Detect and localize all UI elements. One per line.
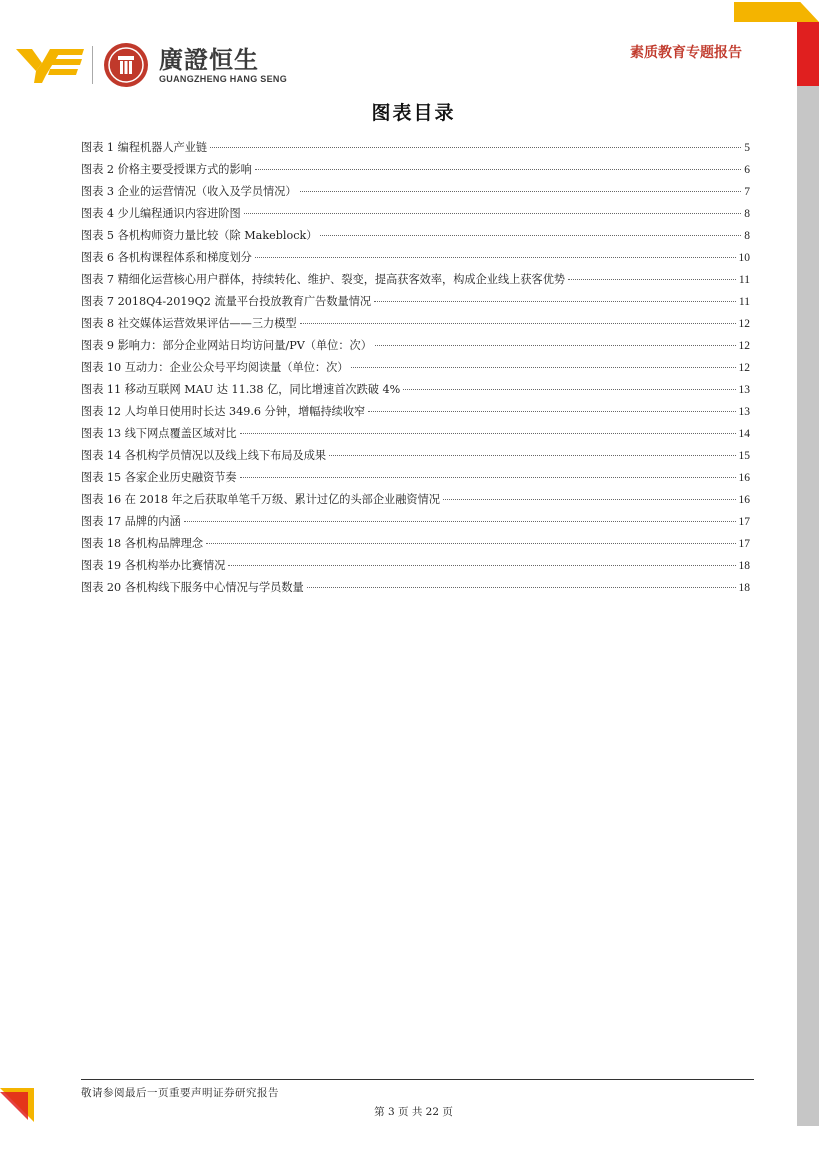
toc-entry-label: 图表 13 线下网点覆盖区域对比 xyxy=(81,427,237,440)
report-type-label: 素质教育专题报告 xyxy=(630,45,742,61)
toc-entry-page: 6 xyxy=(744,164,750,176)
toc-leader-dots xyxy=(320,235,741,236)
toc-leader-dots xyxy=(375,345,736,346)
toc-entry[interactable] xyxy=(81,291,750,313)
top-right-red-accent xyxy=(797,22,819,86)
bottom-left-accent xyxy=(0,1088,34,1122)
seal-icon xyxy=(103,42,149,88)
toc-entry[interactable] xyxy=(81,467,750,489)
toc-entry-label: 图表 5 各机构师资力量比较（除 Makeblock） xyxy=(81,229,318,242)
toc-entry-label: 图表 1 编程机器人产业链 xyxy=(81,141,208,154)
toc-entry-page: 13 xyxy=(738,406,750,418)
toc-entry-label: 图表 20 各机构线下服务中心情况与学员数量 xyxy=(81,581,304,594)
toc-entry-page: 10 xyxy=(738,252,750,264)
toc-entry-page: 11 xyxy=(738,296,750,308)
toc-entry[interactable] xyxy=(81,357,750,379)
toc-leader-dots xyxy=(244,213,742,214)
toc-entry-page: 14 xyxy=(738,428,750,440)
toc-entry[interactable] xyxy=(81,247,750,269)
header-logo xyxy=(14,40,287,90)
toc-leader-dots xyxy=(228,565,735,566)
toc-title: 图表目录 xyxy=(371,102,456,124)
toc-leader-dots xyxy=(206,543,735,544)
toc-entry-label: 图表 11 移动互联网 MAU 达 11.38 亿，同比增速首次跌破 4% xyxy=(81,383,401,396)
toc-entry-page: 7 xyxy=(744,186,750,198)
toc-entry-label: 图表 15 各家企业历史融资节奏 xyxy=(81,471,237,484)
toc-entry-label: 图表 18 各机构品牌理念 xyxy=(81,537,204,550)
top-right-yellow-accent xyxy=(734,2,819,22)
toc-entry-label: 图表 7 精细化运营核心用户群体，持续转化、维护、裂变，提高获客效率，构成企业线上获客优势 xyxy=(81,273,566,286)
toc-leader-dots xyxy=(443,499,736,500)
toc-entry-page: 8 xyxy=(744,230,750,242)
toc-entry[interactable] xyxy=(81,137,750,159)
toc-entry-label: 图表 12 人均单日使用时长达 349.6 分钟，增幅持续收窄 xyxy=(81,405,366,418)
toc-entry-page: 11 xyxy=(738,274,750,286)
toc-leader-dots xyxy=(255,257,736,258)
toc-leader-dots xyxy=(351,367,735,368)
toc-entry[interactable] xyxy=(81,533,750,555)
toc-entry-label: 图表 19 各机构举办比赛情况 xyxy=(81,559,226,572)
toc-list xyxy=(81,137,750,599)
toc-entry-label: 图表 9 影响力：部分企业网站日均访问量/PV（单位：次） xyxy=(81,339,372,352)
toc-entry-page: 16 xyxy=(738,494,750,506)
page-number: 第 3 页 共 22 页 xyxy=(374,1106,453,1118)
toc-entry-label: 图表 8 社交媒体运营效果评估——三力模型 xyxy=(81,317,297,330)
toc-entry-label: 图表 14 各机构学员情况以及线上线下布局及成果 xyxy=(81,449,327,462)
toc-entry-label: 图表 3 企业的运营情况（收入及学员情况） xyxy=(81,185,297,198)
toc-entry[interactable] xyxy=(81,511,750,533)
toc-entry-label: 图表 7 2018Q4-2019Q2 流量平台投放教育广告数量情况 xyxy=(81,295,372,308)
toc-entry[interactable] xyxy=(81,335,750,357)
toc-entry-page: 8 xyxy=(744,208,750,220)
toc-entry[interactable] xyxy=(81,423,750,445)
toc-entry[interactable] xyxy=(81,577,750,599)
toc-leader-dots xyxy=(184,521,736,522)
toc-entry[interactable] xyxy=(81,489,750,511)
toc-entry-page: 12 xyxy=(738,318,750,330)
footer-divider xyxy=(81,1079,754,1080)
toc-leader-dots xyxy=(374,301,736,302)
toc-entry[interactable] xyxy=(81,379,750,401)
toc-entry-page: 18 xyxy=(738,582,750,594)
toc-entry-label: 图表 6 各机构课程体系和梯度划分 xyxy=(81,251,252,264)
ye-logo-icon xyxy=(14,45,84,85)
toc-entry-label: 图表 4 少儿编程通识内容进阶图 xyxy=(81,207,241,220)
toc-entry-page: 13 xyxy=(738,384,750,396)
toc-entry-label: 图表 2 价格主要受授课方式的影响 xyxy=(81,163,252,176)
toc-entry-page: 17 xyxy=(738,538,750,550)
brand-name-cn: 廣證恒生 xyxy=(159,46,259,74)
toc-entry[interactable] xyxy=(81,445,750,467)
toc-entry-page: 5 xyxy=(744,142,750,154)
toc-leader-dots xyxy=(329,455,735,456)
toc-leader-dots xyxy=(300,191,742,192)
toc-entry[interactable] xyxy=(81,181,750,203)
toc-leader-dots xyxy=(255,169,741,170)
toc-entry-page: 17 xyxy=(738,516,750,528)
toc-leader-dots xyxy=(240,477,736,478)
toc-leader-dots xyxy=(210,147,741,148)
toc-entry-page: 12 xyxy=(738,340,750,352)
toc-entry[interactable] xyxy=(81,401,750,423)
toc-entry-label: 图表 17 品牌的内涵 xyxy=(81,515,181,528)
toc-entry-page: 16 xyxy=(738,472,750,484)
toc-entry[interactable] xyxy=(81,269,750,291)
toc-entry-label: 图表 16 在 2018 年之后获取单笔千万级、累计过亿的头部企业融资情况 xyxy=(81,493,440,506)
toc-leader-dots xyxy=(368,411,735,412)
toc-entry[interactable] xyxy=(81,159,750,181)
right-side-bar xyxy=(797,86,819,1126)
brand-name-en: GUANGZHENG HANG SENG xyxy=(159,74,288,84)
toc-leader-dots xyxy=(403,389,735,390)
footer-disclaimer: 敬请参阅最后一页重要声明证券研究报告 xyxy=(81,1087,279,1099)
toc-entry[interactable] xyxy=(81,225,750,247)
toc-leader-dots xyxy=(568,279,736,280)
toc-leader-dots xyxy=(307,587,736,588)
toc-entry[interactable] xyxy=(81,203,750,225)
toc-entry-page: 15 xyxy=(738,450,750,462)
toc-entry-label: 图表 10 互动力：企业公众号平均阅读量（单位：次） xyxy=(81,361,349,374)
toc-entry[interactable] xyxy=(81,555,750,577)
toc-entry[interactable] xyxy=(81,313,750,335)
toc-leader-dots xyxy=(300,323,736,324)
toc-entry-page: 18 xyxy=(738,560,750,572)
toc-leader-dots xyxy=(240,433,736,434)
toc-entry-page: 12 xyxy=(738,362,750,374)
logo-separator xyxy=(92,46,93,84)
